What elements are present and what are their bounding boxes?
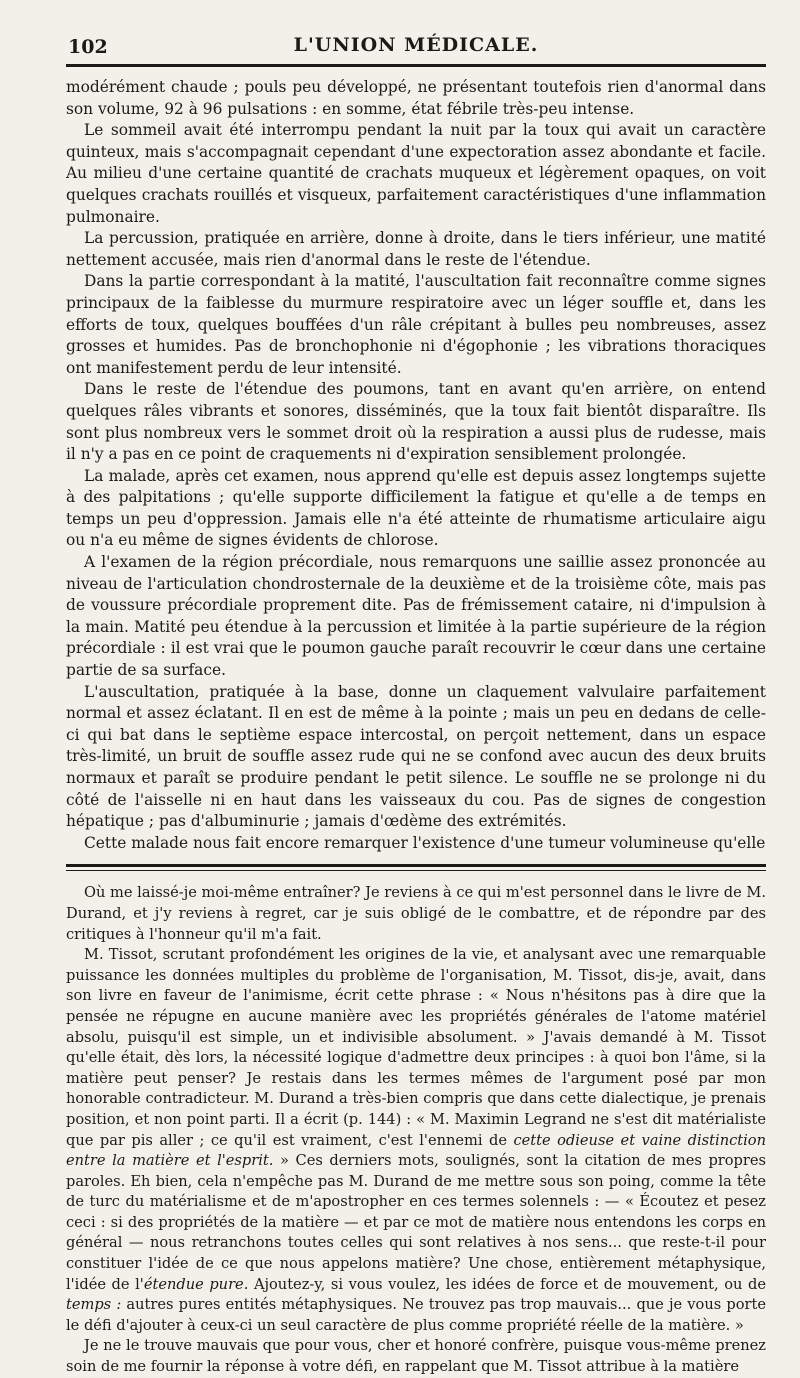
feuilleton-text: autres pures entités métaphysiques. Ne trouvez pas trop mauvais... que je vous porte le défi d'ajouter à ceux-ci un seul caractère de plus comme propriété réelle de la matière. » (66, 1296, 766, 1334)
feuilleton-paragraph (66, 945, 766, 1336)
page-number: 102 (68, 36, 108, 58)
feuilleton-text: Ajoutez-y, si vous voulez, les idées de force et de mouvement, ou de (248, 1275, 767, 1293)
article-body (66, 77, 766, 854)
feuilleton-section (66, 883, 766, 1377)
feuilleton-italic-term: étendue pure. (143, 1275, 249, 1293)
feuilleton-text: » Ces derniers mots, soulignés, sont la citation de mes propres paroles. Eh bien, cela n'empêche pas M. Durand de me mettre sous son poing, comme la tête de turc du matérialisme et de m'apostropher en ces termes solennels : — « Écoutez et pesez ceci : si des propriétés de la matière — et par ce mot de matière nous entendons les corps en général — nous retranchons toutes celles qui sont relatives à nos sens... que reste-t-il pour constituer l'idée de ce que nous appelons matière? Une chose, entièrement métaphysique, l'idée de l' (66, 1152, 766, 1293)
article-paragraph: Le sommeil avait été interrompu pendant la nuit par la toux qui avait un caractère quinteux, mais s'accompagnait cependant d'une expectoration assez abondante et facile. Au milieu d'une certaine quantité de crachats muqueux et légèrement opaques, on voit quelques crachats rouillés et visqueux, parfaitement caractéristiques d'une inflammation pulmonaire. (66, 121, 766, 226)
article-paragraph: modérément chaude ; pouls peu développé, ne présentant toutefois rien d'anormal dans son volume, 92 à 96 pulsations : en somme, état fébrile très-peu intense. (66, 78, 766, 118)
feuilleton-italic-term: temps : (66, 1296, 122, 1314)
feuilleton-paragraph: Où me laissé-je moi-même entraîner? Je reviens à ce qui m'est personnel dans le livre de M. Durand, et j'y reviens à regret, car je suis obligé de le combattre, et de répondre par des critiques à l'honneur qu'il m'a fait. (66, 884, 766, 943)
header-rule (66, 64, 766, 67)
article-paragraph: Dans le reste de l'étendue des poumons, tant en avant qu'en arrière, on entend quelques râles vibrants et sonores, disséminés, que la toux fait bientôt disparaître. Ils sont plus nombreux vers le sommet droit où la respiration a aussi plus de rudesse, mais il n'y a pas en ce point de craquements ni d'expiration sensiblement prolongée. (66, 380, 766, 464)
article-paragraph: L'auscultation, pratiquée à la base, donne un claquement valvulaire parfaitement normal et assez éclatant. Il en est de même à la pointe ; mais un peu en dedans de celle-ci qui bat dans le septième espace intercostal, on perçoit nettement, dans un espace très-limité, un bruit de souffle assez rude qui ne se confond avec aucun des deux bruits normaux et paraît se produire pendant le petit silence. Le souffle ne se prolonge ni du côté de l'aisselle ni en haut dans les vaisseaux du cou. Pas de signes de congestion hépatique ; pas d'albuminurie ; jamais d'œdème des extrémités. (66, 682, 766, 831)
article-paragraph: A l'examen de la région précordiale, nous remarquons une saillie assez prononcée au niveau de l'articulation chondrosternale de la deuxième et de la troisième côte, mais pas de voussure précordiale proprement dite. Pas de frémissement cataire, ni d'impulsion à la main. Matité peu étendue à la percussion et limitée à la partie supérieure de la région précordiale : il est vrai que le poumon gauche paraît recouvrir le cœur dans une certaine partie de sa surface. (66, 553, 766, 680)
running-head: L'UNION MÉDICALE. (293, 34, 539, 56)
article-paragraph: Cette malade nous fait encore remarquer l'existence d'une tumeur volumineuse qu'elle (84, 833, 766, 852)
feuilleton-separator-rule (66, 864, 766, 871)
article-paragraph: Dans la partie correspondant à la matité, l'auscultation fait reconnaître comme signes principaux de la faiblesse du murmure respiratoire avec un léger souffle et, dans les efforts de toux, quelques bouffées d'un râle crépitant à bulles peu nombreuses, assez grosses et humides. Pas de bronchophonie ni d'égophonie ; les vibrations thoraciques ont manifestement perdu de leur intensité. (66, 272, 766, 377)
feuilleton-paragraph: Je ne le trouve mauvais que pour vous, cher et honoré confrère, puisque vous-même prenez soin de me fournir la réponse à votre défi, en rappelant que M. Tissot attribue à la matière (66, 1337, 766, 1376)
feuilleton-italic-quote: cette odieuse et vaine distinction entre la matière et l'esprit. (66, 1131, 766, 1170)
feuilleton-text: M. Tissot, scrutant profondément les origines de la vie, et analysant avec une remarquable puissance les données multiples du problème de l'organisation, M. Tissot, dis-je, avait, dans son livre en faveur de l'animisme, écrit cette phrase : « Nous n'hésitons pas à dire que la pensée ne répugne en aucune manière avec les propriétés générales de l'atome matériel absolu, puisqu'il est simple, un et indivisible absolument. » J'avais demandé à M. Tissot qu'elle était, dès lors, la nécessité logique d'admettre deux principes : à quoi bon l'âme, si la matière peut penser? Je restais dans les termes mêmes de l'argument posé par mon honorable contradicteur. M. Durand a très-bien compris que dans cette dialectique, je prenais position, et non point parti. Il a écrit (p. 144) : « M. Maximin Legrand ne s'est dit matérialiste que par pis aller ; ce qu'il est vraiment, c'est l'ennemi de (66, 946, 766, 1149)
article-paragraph: La percussion, pratiquée en arrière, donne à droite, dans le tiers inférieur, une matité nettement accusée, mais rien d'anormal dans le reste de l'étendue. (66, 229, 766, 269)
page-header (66, 30, 766, 64)
article-paragraph: La malade, après cet examen, nous apprend qu'elle est depuis assez longtemps sujette à des palpitations ; qu'elle supporte difficilement la fatigue et qu'elle a de temps en temps un peu d'oppression. Jamais elle n'a été atteinte de rhumatisme articulaire aigu ou n'a eu même de signes évidents de chlorose. (66, 466, 766, 550)
